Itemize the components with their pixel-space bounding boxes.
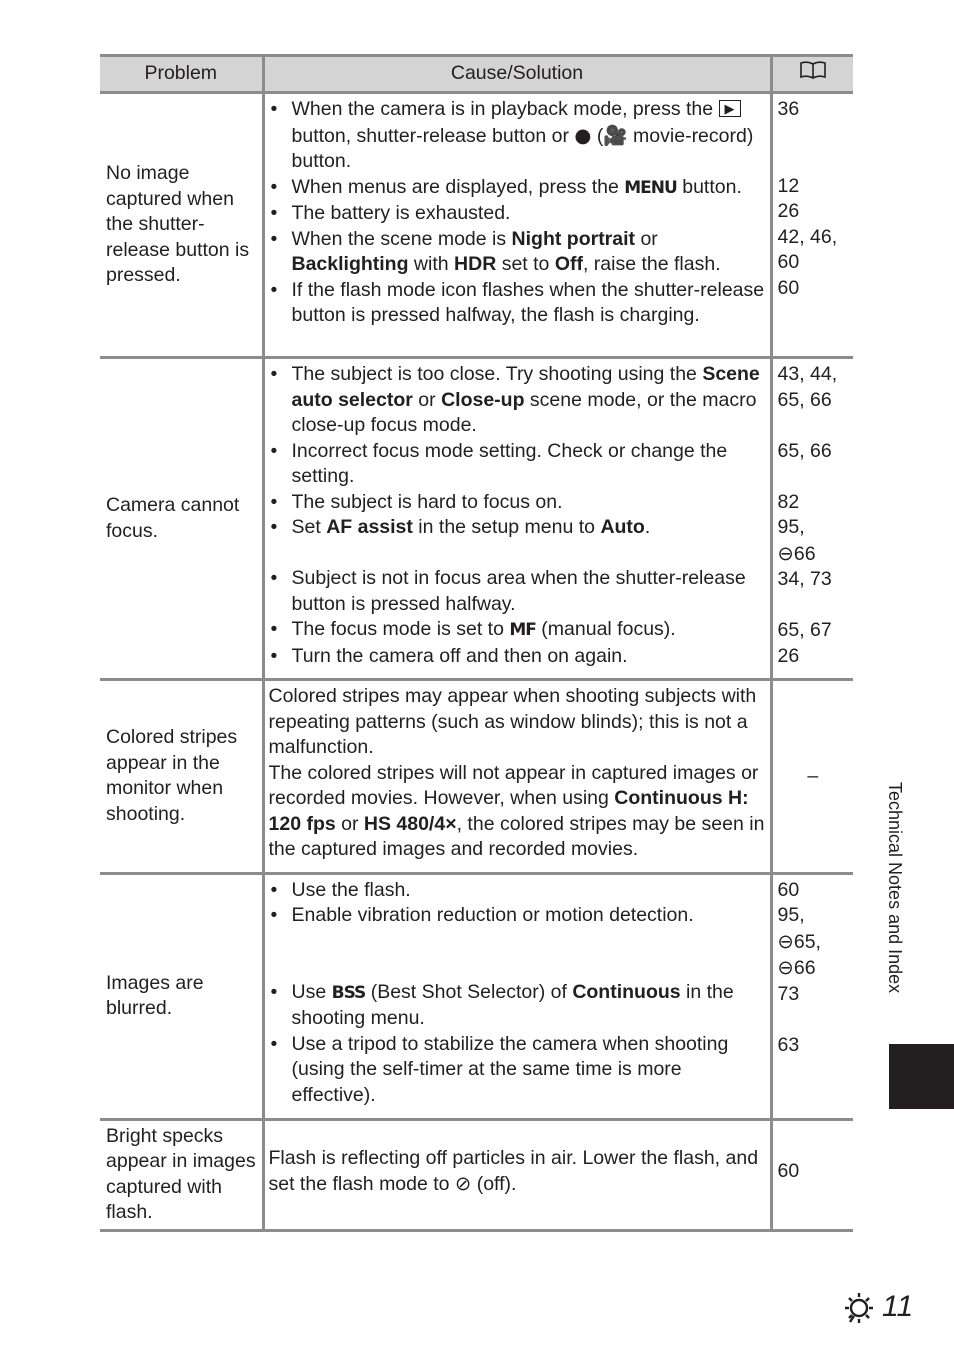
table-row [100, 873, 853, 1119]
table-row [100, 358, 853, 680]
bss-icon: BSS [331, 982, 366, 1003]
movie-camera-icon: 🎥 [603, 123, 628, 147]
page-ref-cell [771, 358, 853, 680]
section-tab-label: Technical Notes and Index [885, 782, 905, 994]
menu-icon: MENU [624, 177, 677, 198]
problem-cell: Bright specks appear in images captured with flash. [100, 1119, 263, 1230]
troubleshooting-table [100, 54, 853, 1232]
header-cause-solution: Cause/Solution [263, 56, 771, 93]
list-item: • The focus mode is set to MF (manual focus). [269, 617, 766, 644]
page-ref: 26 [777, 644, 800, 667]
list-item: • Turn the camera off and then on again. [269, 644, 766, 670]
page-ref: 73 [777, 982, 800, 1005]
page-ref: 34, 73 [777, 568, 832, 590]
list-item: • Use the flash. [269, 878, 766, 904]
page-ref: 95, [777, 516, 805, 538]
table-row [100, 93, 853, 358]
page-ref: 43, 44, [777, 363, 838, 385]
problem-cell: Images are blurred. [100, 873, 263, 1119]
header-problem: Problem [100, 56, 263, 93]
page-ref: 42, 46, [777, 225, 838, 248]
list-item: • The subject is too close. Try shooting using the Scene auto selector or Close-up scene mode, or the macro close-up focus mode. [269, 362, 766, 439]
page-ref: 60 [777, 251, 800, 273]
page-ref: 82 [777, 490, 800, 513]
page-ref: ⊖66 [777, 541, 816, 565]
cause-cell [263, 1119, 771, 1230]
page-ref: 36 [777, 98, 800, 120]
cause-cell [263, 873, 771, 1119]
page-ref-cell: 60 [771, 1119, 853, 1230]
list-item: • When the camera is in playback mode, press the ▶ button, shutter-release button or ● (🎥 movie-record) button. [269, 97, 766, 175]
problem-cell: Colored stripes appear in the monitor when shooting. [100, 680, 263, 874]
paragraph: Flash is reflecting off particles in air. Lower the flash, and set the flash mode to ⊘ (off). [268, 1146, 759, 1195]
page-ref: 60 [777, 878, 800, 901]
list-item: • Incorrect focus mode setting. Check or change the setting. [269, 439, 766, 490]
page-ref: 26 [777, 200, 800, 222]
section-tab-marker [889, 1044, 954, 1109]
header-reference [771, 56, 853, 93]
cause-cell [263, 93, 771, 358]
page-ref: 60 [777, 276, 800, 299]
list-item: • Set AF assist in the setup menu to Auto. [269, 515, 766, 541]
page-ref: ⊖66 [777, 956, 816, 979]
mf-icon: MF [509, 620, 536, 640]
reference-section-icon: ⊖ [777, 929, 794, 953]
flash-off-icon: ⊘ [454, 1172, 472, 1195]
list-item: • If the flash mode icon flashes when the shutter-release button is pressed halfway, the flash is charging. [269, 278, 766, 329]
play-icon: ▶ [719, 100, 741, 117]
book-icon [799, 60, 827, 80]
list-item: • The battery is exhausted. [269, 201, 766, 227]
technical-notes-icon [842, 1290, 880, 1324]
reference-section-icon: ⊖ [777, 541, 794, 565]
page-ref: 65, 66 [777, 388, 832, 411]
page-number-text: 11 [882, 1290, 914, 1323]
list-item: • When menus are displayed, press the MENU button. [269, 175, 766, 202]
page-ref: 65, 66 [777, 439, 832, 462]
page-ref-cell [771, 93, 853, 358]
problem-cell: Camera cannot focus. [100, 358, 263, 680]
page-number [842, 1286, 922, 1326]
list-item: • Subject is not in focus area when the shutter-release button is pressed halfway. [269, 566, 766, 617]
cause-cell [263, 358, 771, 680]
page-ref: ⊖65, [777, 929, 821, 953]
list-item: • Use a tripod to stabilize the camera when shooting (using the self-timer at the same time is more effective). [269, 1032, 766, 1109]
record-dot-icon: ● [574, 123, 592, 147]
table-header-row [100, 56, 853, 93]
page-ref: 65, 67 [777, 619, 832, 641]
paragraph: Colored stripes may appear when shooting subjects with repeating patterns (such as window blinds); this is not a malfunction. [268, 685, 757, 758]
page-ref-cell [771, 873, 853, 1119]
page-ref-cell: – [771, 680, 853, 874]
list-item: • Enable vibration reduction or motion detection. [269, 903, 766, 929]
page-ref: 95, [777, 904, 805, 926]
page-ref: 12 [777, 174, 800, 197]
list-item: • When the scene mode is Night portrait or Backlighting with HDR set to Off, raise the flash. [269, 227, 766, 278]
list-item: • The subject is hard to focus on. [269, 490, 766, 516]
page-ref: 63 [777, 1033, 800, 1056]
list-item: • Use BSS (Best Shot Selector) of Continuous in the shooting menu. [269, 980, 766, 1032]
table-row [100, 1119, 853, 1230]
problem-cell: No image captured when the shutter-release button is pressed. [100, 93, 263, 358]
paragraph: The colored stripes will not appear in captured images or recorded movies. However, when using Continuous H: 120 fps or HS 480/4×, the colored stripes may be seen in the captured images and recorded movies. [268, 761, 765, 860]
reference-section-icon: ⊖ [777, 956, 794, 979]
cause-cell [263, 680, 771, 874]
table-row [100, 680, 853, 874]
